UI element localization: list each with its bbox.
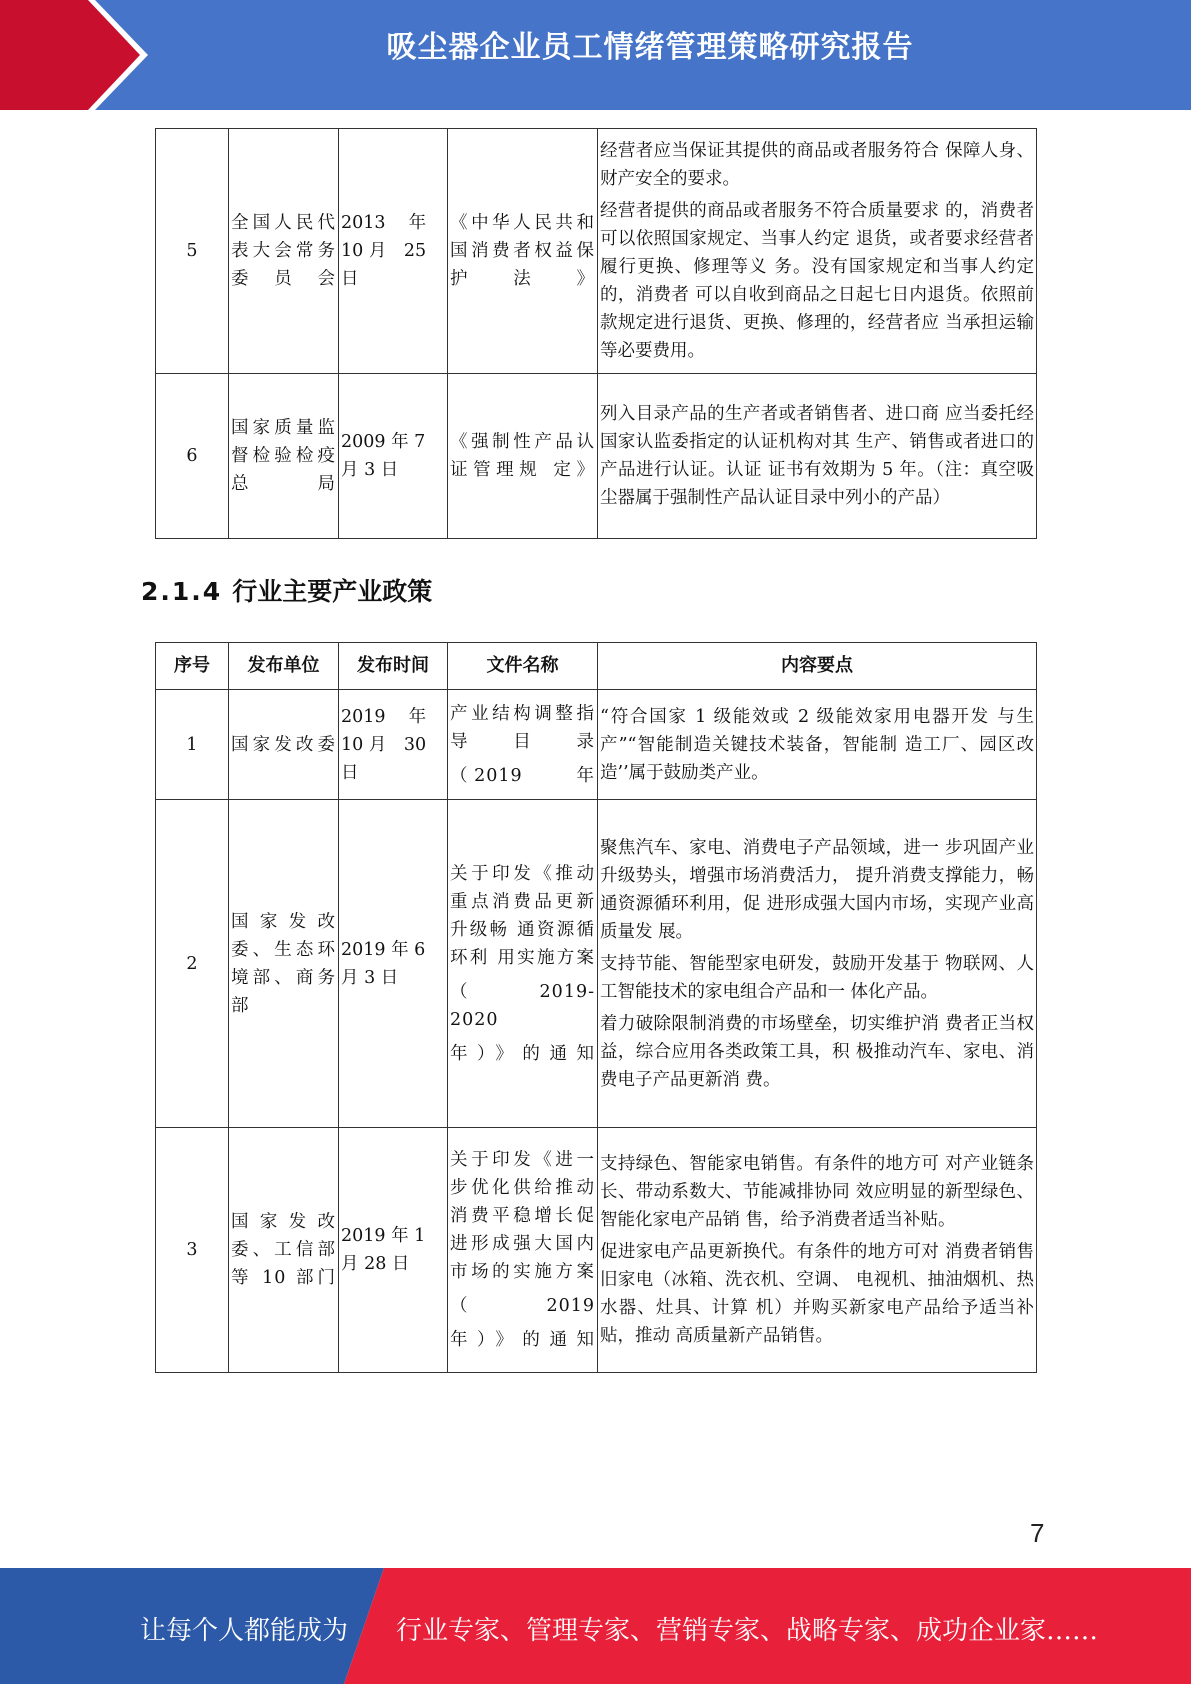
content-point: 经营者应当保证其提供的商品或者服务符合 保障人身、财产安全的要求。 [600,141,1034,189]
footer-slogan-right: 行业专家、管理专家、营销专家、战略专家、成功企业家…… [396,1616,1099,1646]
table-row [156,1128,1037,1373]
date-line: 月 3 日 [341,967,399,988]
column-header: 文件名称 [448,643,598,690]
row-number: 6 [156,374,229,539]
table-row [156,800,1037,1128]
content-point: 经营者提供的商品或者服务不符合质量要求 的，消费者可以依照国家规定、当事人约定 退货，或者要求经营者履行更换、修理等义 务。没有国家规定和当事人约定的，消费者 可以自收到商品之日起七日内退货。依照前 款规定进行退货、更换、修理的，经营者应 当承担运输等必要费用。 [600,201,1034,361]
content-points-cell [598,129,1037,374]
date-cell [339,1128,448,1373]
column-header: 发布单位 [229,643,339,690]
document-name-line: （ 2019-2020 [450,981,595,1030]
date-line: 10 月 30 [341,734,427,755]
table-row [156,129,1037,374]
content-point: 列入目录产品的生产者或者销售者、进口商 应当委托经国家认监委指定的认证机构对其 生产、销售或者进口的产品进行认证。认证 证书有效期为 5 年。（注：真空吸尘器属于强制性产品认证目录中列小的产品） [600,404,1034,508]
content-point: 聚焦汽车、家电、消费电子产品领域，进一 步巩固产业升级势头，增强市场消费活力， 提升消费支撑能力，畅通资源循环利用，促 进形成强大国内市场，实现产业高质量发 展。 [600,837,1034,942]
page-number: 7 [1030,1518,1045,1548]
table-row [156,690,1037,800]
date-cell [339,129,448,374]
document-name-cell [448,374,598,539]
document-name-line: 关于印发《进一步优化供给推动消费平稳增长促进形成强大国内市场的实施方案 [450,1150,595,1282]
section-number: 2.1.4 [141,577,223,606]
date-line: 10 月 25 [341,241,427,261]
page-header [0,0,1191,110]
date-cell [339,800,448,1128]
column-header: 发布时间 [339,643,448,690]
section-title: 行业主要产业政策 [232,577,433,606]
date-cell [339,374,448,539]
document-name-line: 产业结构调整指导目录 [450,703,595,752]
column-header: 序号 [156,643,229,690]
issuer-cell: 国家发改委、工信部等 10 部门 [229,1128,339,1373]
document-name-line: 年）》的通知 [450,1330,595,1350]
content-point: 支持绿色、智能家电销售。有条件的地方可 对产业链条长、带动系数大、节能减排协同 效应明显的新型绿色、智能化家电产品销 售，给予消费者适当补贴。 [600,1154,1034,1230]
footer-slogan-left: 让每个人都能成为 [140,1616,349,1646]
date-line: 2019 年 6 [341,939,426,960]
page-footer [0,1568,1191,1684]
date-line: 2019 年 1 [341,1226,426,1246]
column-header: 内容要点 [598,643,1037,690]
content-points-cell [598,1128,1037,1373]
document-name-cell [448,129,598,374]
content-points-cell [598,800,1037,1128]
document-name-line: 年）》的通知 [450,1043,595,1064]
document-name-cell [448,800,598,1128]
section-heading [141,574,432,610]
date-line: 月 28 日 [341,1254,410,1274]
content-point: “符合国家 1 级能效或 2 级能效家用电器开发 与生产”“智能制造关键技术装备，智能制 造工厂、园区改造’’属于鼓励类产业。 [600,706,1034,783]
date-line: 日 [341,762,359,783]
table-row [156,374,1037,539]
content-points-cell [598,374,1037,539]
document-name-line: （ 2019 [450,1296,595,1316]
header-chevron-decoration [0,0,170,110]
header-title: 吸尘器企业员工情绪管理策略研究报告 [386,30,914,65]
document-name-line: 《强制性产品认证管理规 定》 [450,432,595,480]
row-number: 1 [156,690,229,800]
document-name-cell [448,690,598,800]
content-point: 着力破除限制消费的市场壁垒，切实维护消 费者正当权益，综合应用各类政策工具，积 极推动汽车、家电、消费电子产品更新消 费。 [600,1013,1034,1090]
regulation-table [155,128,1037,539]
issuer-cell: 全国人民代表大会常务委员会 [229,129,339,374]
document-name-line: 关于印发《推动重点消费品更新升级畅 通资源循环利 用实施方案 [450,863,595,968]
document-name-line: （2019 年 [450,765,595,786]
table-header-row [156,643,1037,690]
date-line: 月 3 日 [341,460,399,480]
date-line: 2013 年 [341,213,427,233]
row-number: 3 [156,1128,229,1373]
content-point: 支持节能、智能型家电研发，鼓励开发基于 物联网、人工智能技术的家电组合产品和一 体化产品。 [600,953,1034,1002]
document-name-cell [448,1128,598,1373]
policy-table [155,642,1037,1373]
content-points-cell [598,690,1037,800]
document-name-line: 《中华人民共和国消费者权益保护法》 [450,213,595,289]
content-point: 促进家电产品更新换代。有条件的地方可对 消费者销售旧家电（冰箱、洗衣机、空调、 电视机、抽油烟机、热水器、灶具、计算 机）并购买新家电产品给予适当补贴，推动 高质量新产品销售。 [600,1242,1034,1346]
date-line: 2009 年 7 [341,432,426,452]
row-number: 2 [156,800,229,1128]
date-line: 日 [341,269,359,289]
issuer-cell: 国家质量监督检验检疫总局 [229,374,339,539]
issuer-cell: 国家发改委 [229,690,339,800]
row-number: 5 [156,129,229,374]
date-line: 2019 年 [341,706,427,727]
date-cell [339,690,448,800]
issuer-cell: 国家发改委、生态环境部、商务部 [229,800,339,1128]
